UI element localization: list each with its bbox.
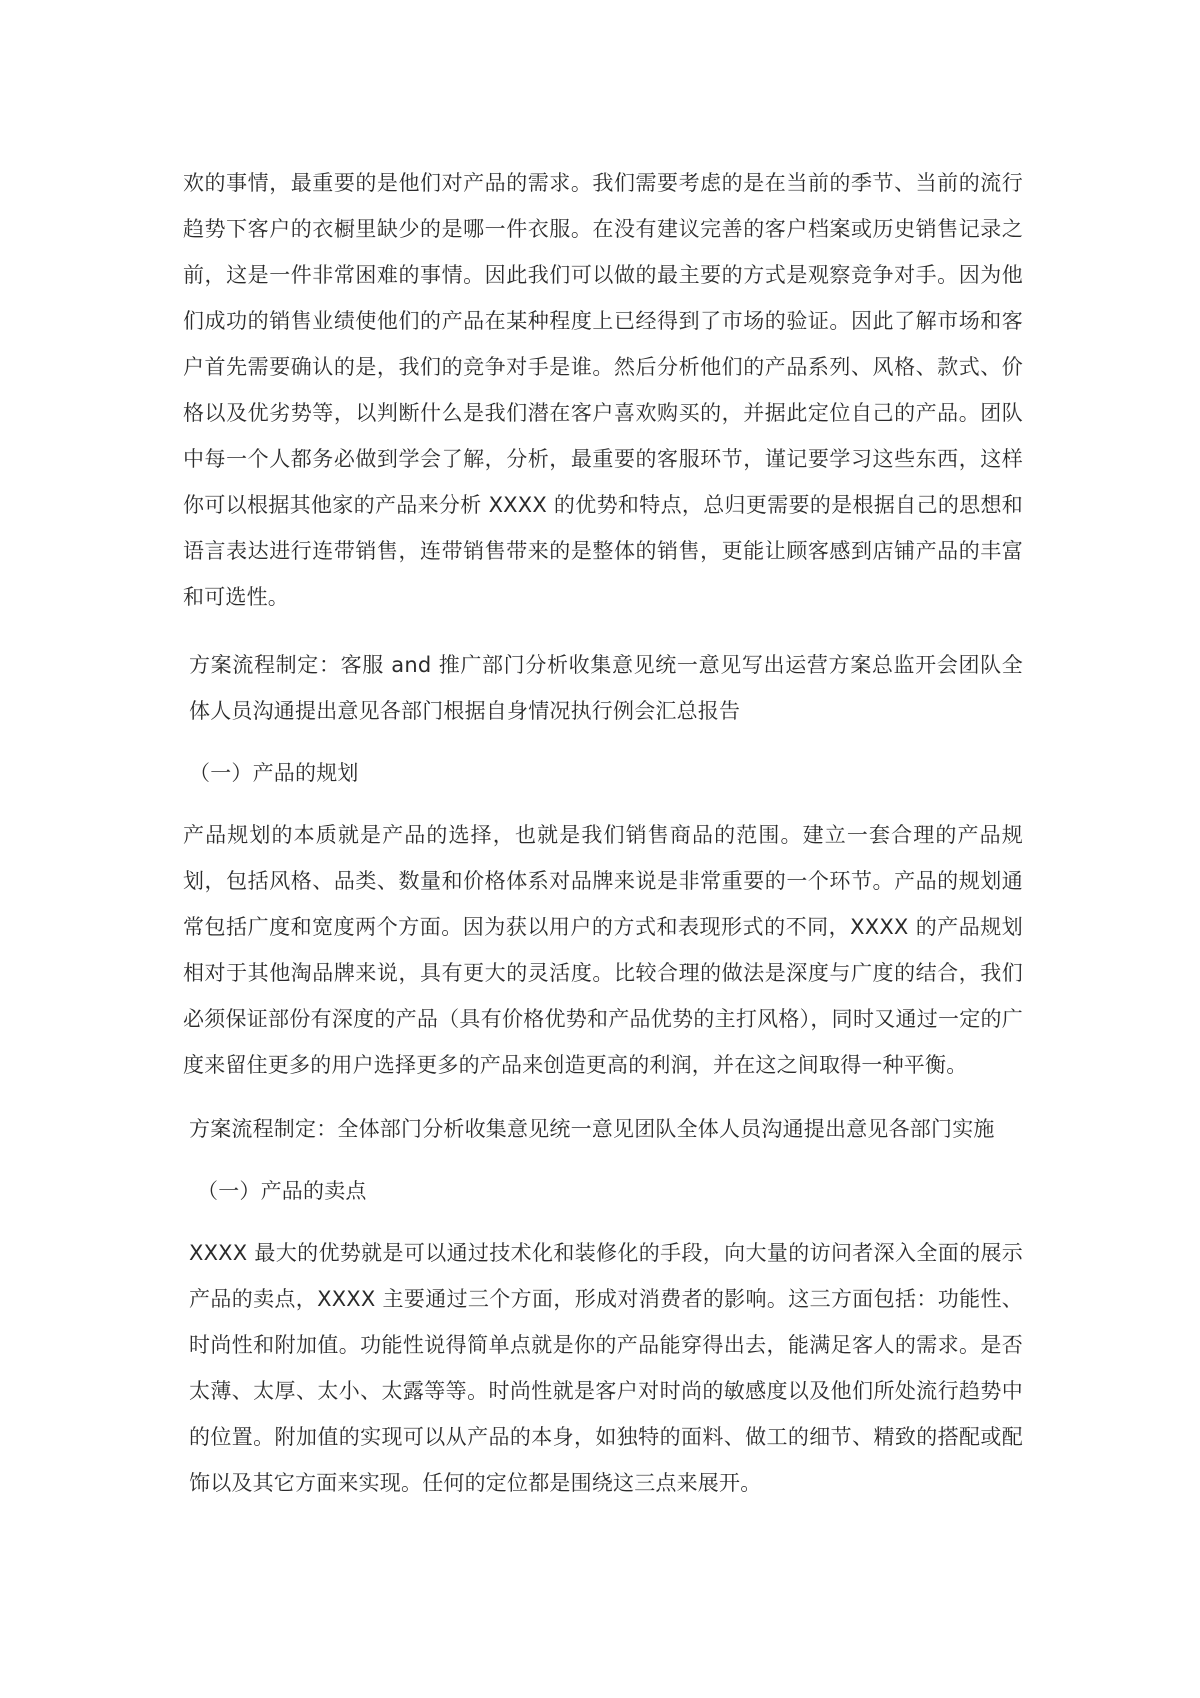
- paragraph-product-planning: 产品规划的本质就是产品的选择，也就是我们销售商品的范围。建立一套合理的产品规划，包括风格、品类、数量和价格体系对品牌来说是非常重要的一个环节。产品的规划通常包括广度和宽度两个方面。因为获以用户的方式和表现形式的不同，XXXX 的产品规划相对于其他淘品牌来说，具有更大的灵活度。比较合理的做法是深度与广度的结合，我们必须保证部份有深度的产品（具有价格优势和产品优势的主打风格），同时又通过一定的广度来留住更多的用户选择更多的产品来创造更高的利润，并在这之间取得一种平衡。: [183, 823, 1023, 1077]
- section-heading-product-planning: （一）产品的规划: [189, 761, 359, 785]
- paragraph-process-plan-2: 方案流程制定：全体部门分析收集意见统一意见团队全体人员沟通提出意见各部门实施: [189, 1117, 995, 1141]
- paragraph-selling-points: XXXX 最大的优势就是可以通过技术化和装修化的手段，向大量的访问者深入全面的展示产品的卖点，XXXX 主要通过三个方面，形成对消费者的影响。这三方面包括：功能性、时尚性和附加值。功能性说得简单点就是你的产品能穿得出去，能满足客人的需求。是否太薄、太厚、太小、太露等等。时尚性就是客户对时尚的敏感度以及他们所处流行趋势中的位置。附加值的实现可以从产品的本身，如独特的面料、做工的细节、精致的搭配或配饰以及其它方面来实现。任何的定位都是围绕这三点来展开。: [189, 1241, 1023, 1495]
- paragraph-process-plan-1: 方案流程制定：客服 and 推广部门分析收集意见统一意见写出运营方案总监开会团队全体人员沟通提出意见各部门根据自身情况执行例会汇总报告: [189, 653, 1023, 723]
- paragraph-customer-needs: 欢的事情，最重要的是他们对产品的需求。我们需要考虑的是在当前的季节、当前的流行趋势下客户的衣橱里缺少的是哪一件衣服。在没有建议完善的客户档案或历史销售记录之前，这是一件非常困难的事情。因此我们可以做的最主要的方式是观察竞争对手。因为他们成功的销售业绩使他们的产品在某种程度上已经得到了市场的验证。因此了解市场和客户首先需要确认的是，我们的竞争对手是谁。然后分析他们的产品系列、风格、款式、价格以及优劣势等，以判断什么是我们潜在客户喜欢购买的，并据此定位自己的产品。团队中每一个人都务必做到学会了解，分析，最重要的客服环节，谨记要学习这些东西，这样你可以根据其他家的产品来分析 XXXX 的优势和特点，总归更需要的是根据自己的思想和语言表达进行连带销售，连带销售带来的是整体的销售，更能让顾客感到店铺产品的丰富和可选性。: [183, 171, 1023, 609]
- section-heading-selling-points: （一）产品的卖点: [197, 1179, 367, 1203]
- document-page: [183, 160, 1023, 1506]
